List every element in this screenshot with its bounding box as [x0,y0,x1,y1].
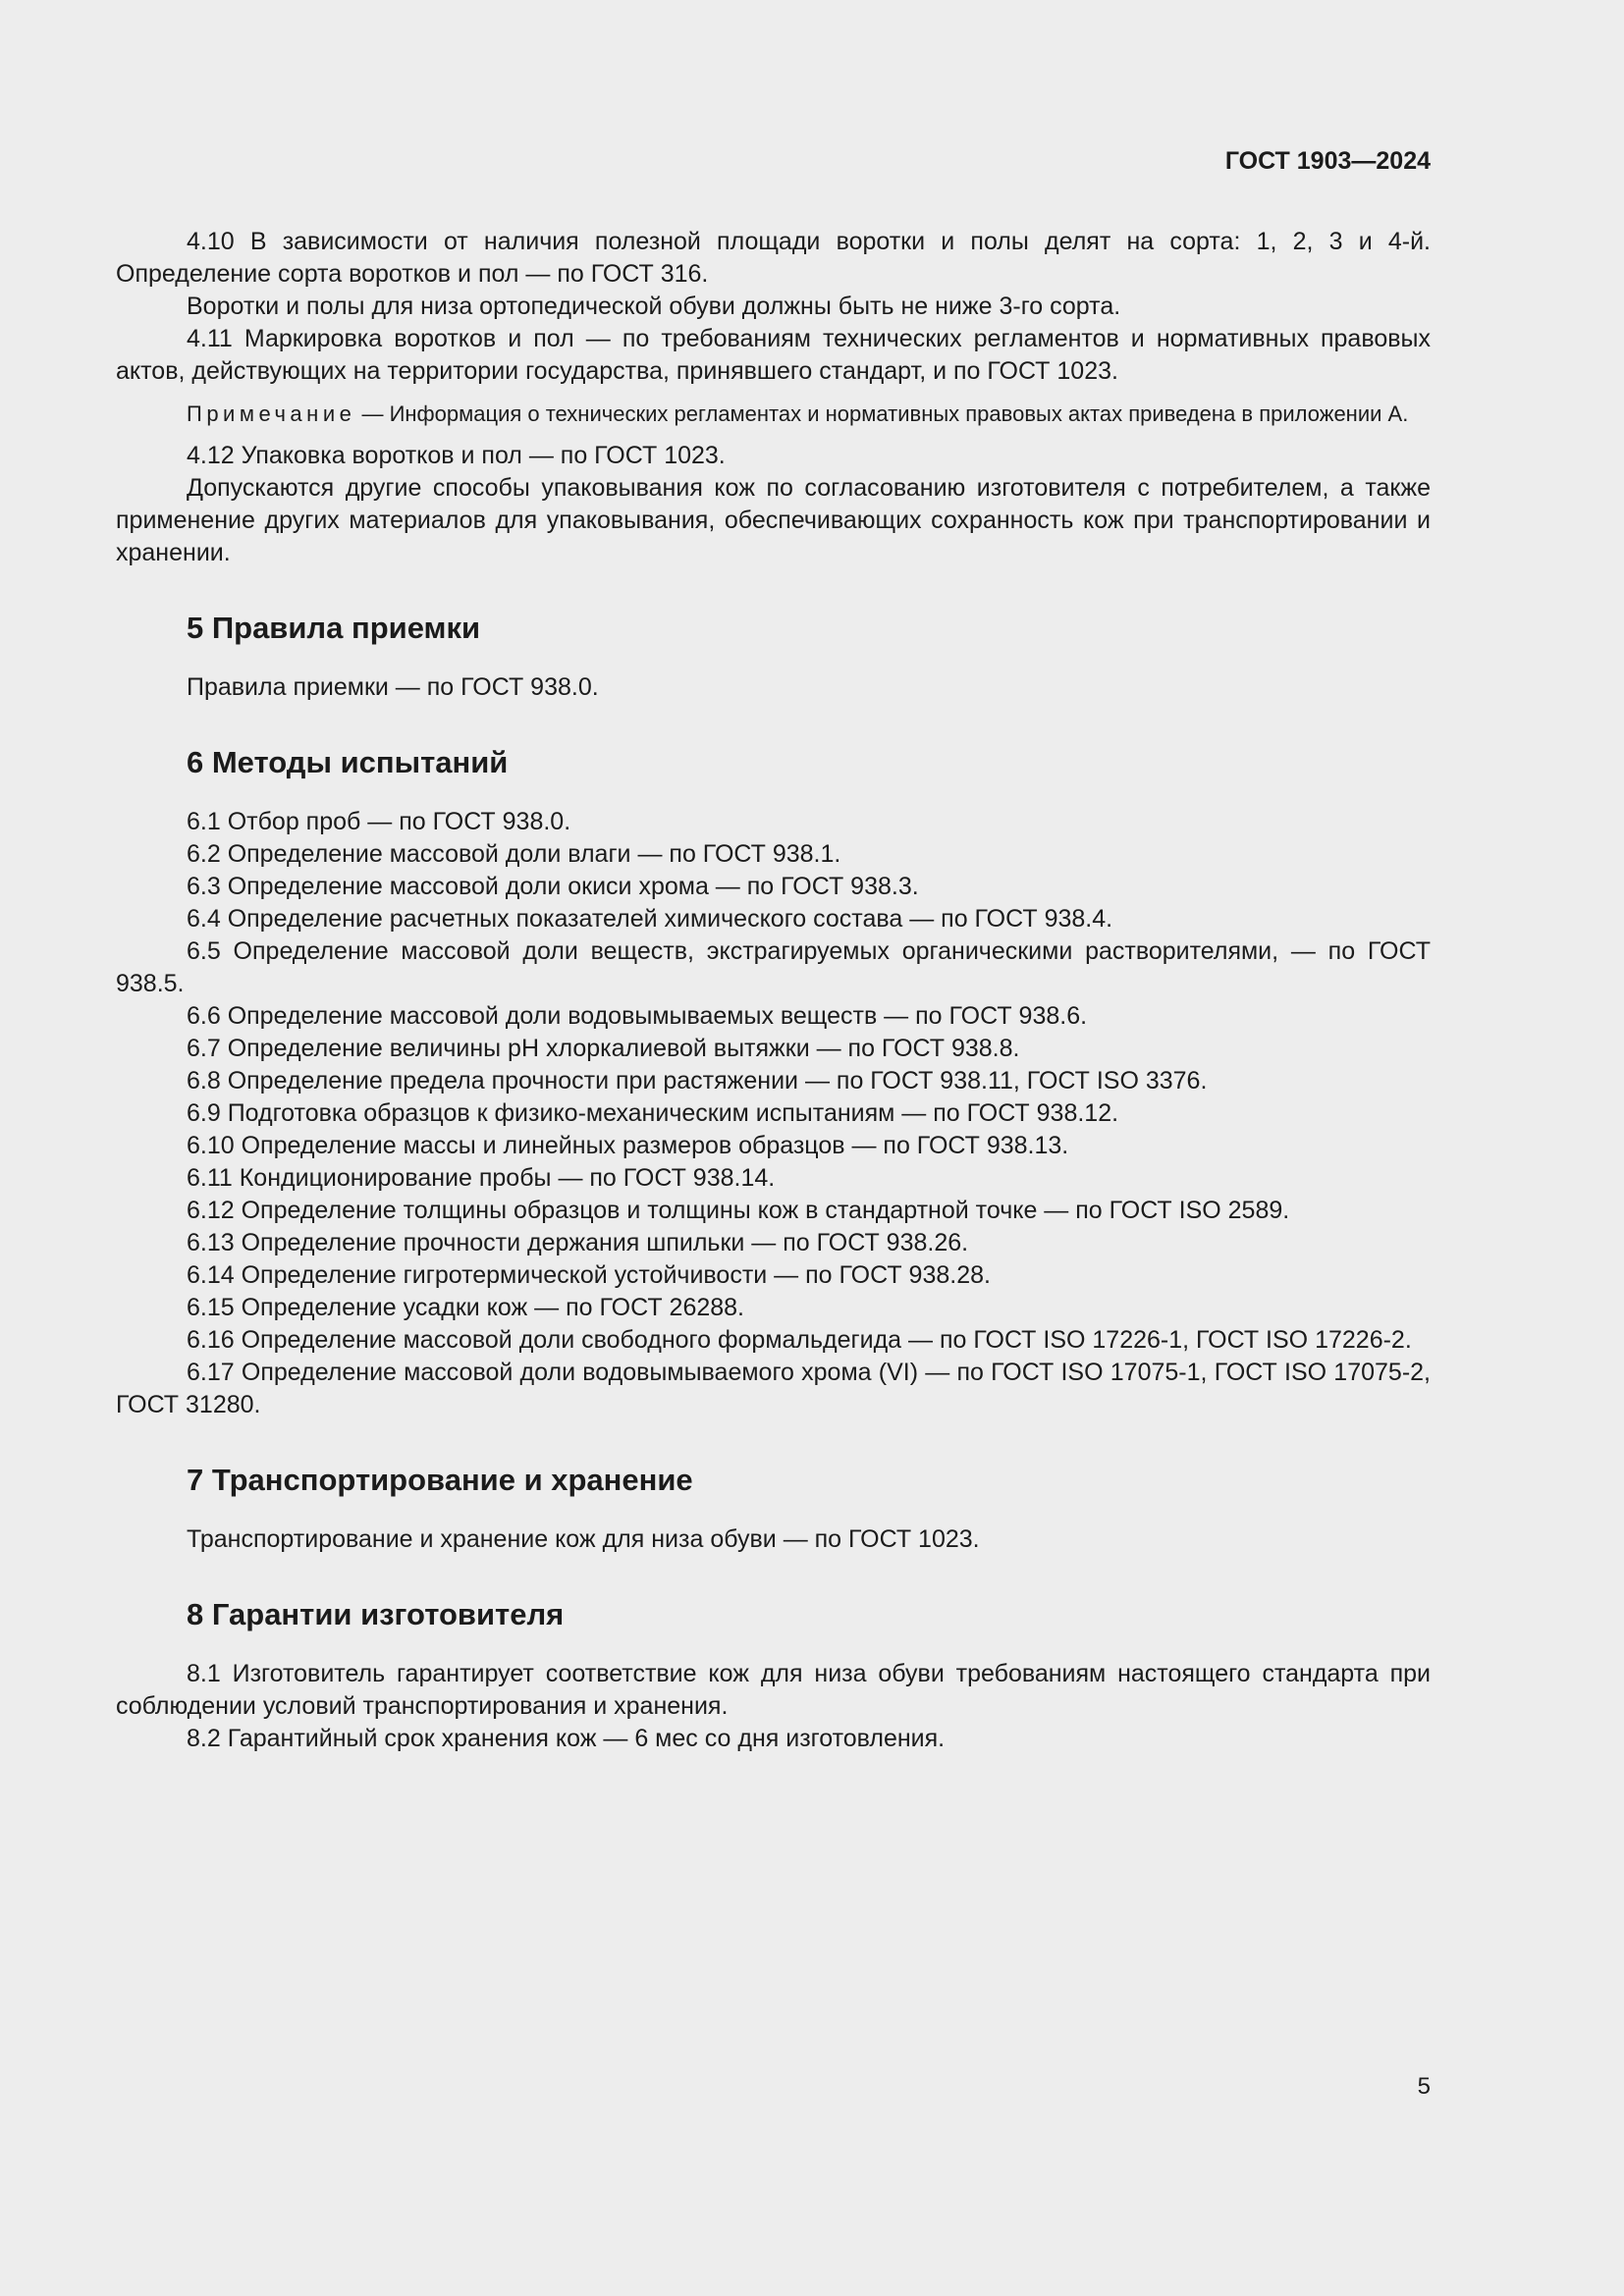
paragraph-6-9: 6.9 Подготовка образцов к физико-механическим испытаниям — по ГОСТ 938.12. [187,1099,1119,1127]
paragraph-6-4: 6.4 Определение расчетных показателей химического состава — по ГОСТ 938.4. [187,905,1113,933]
paragraph-8-2: 8.2 Гарантийный срок хранения кож — 6 мес со дня изготовления. [187,1725,946,1752]
paragraph-6-8: 6.8 Определение предела прочности при растяжении — по ГОСТ 938.11, ГОСТ ISO 3376. [187,1067,1208,1095]
section-7-title: 7 Транспортирование и хранение [187,1463,693,1497]
page-content [116,226,1431,1755]
paragraph-6-1: 6.1 Отбор проб — по ГОСТ 938.0. [187,808,571,835]
note-text: — Информация о технических регламентах и нормативных правовых актах приведена в приложении А. [355,401,1409,426]
paragraph-6-5: 6.5 Определение массовой доли веществ, экстрагируемых органическими растворителями, — по ГОСТ 938.5. [116,937,1431,997]
paragraph-4-10: 4.10 В зависимости от наличия полезной площади воротки и полы делят на сорта: 1, 2, 3 и 4-й. Определение сорта воротков и пол — по ГОСТ 316. [116,228,1431,288]
paragraph-transport: Транспортирование и хранение кож для низа обуви — по ГОСТ 1023. [187,1525,980,1553]
page-number: 5 [1417,2073,1431,2100]
paragraph-6-11: 6.11 Кондиционирование пробы — по ГОСТ 938.14. [187,1164,776,1192]
paragraph-6-7: 6.7 Определение величины pH хлоркалиевой вытяжки — по ГОСТ 938.8. [187,1035,1020,1062]
paragraph-6-12: 6.12 Определение толщины образцов и толщины кож в стандартной точке — по ГОСТ ISO 2589. [187,1197,1290,1224]
note-label: Примечание [187,401,356,426]
paragraph-6-2: 6.2 Определение массовой доли влаги — по ГОСТ 938.1. [187,840,841,868]
paragraph-6-13: 6.13 Определение прочности держания шпильки — по ГОСТ 938.26. [187,1229,969,1256]
paragraph-4-11: 4.11 Маркировка воротков и пол — по требованиям технических регламентов и нормативных правовых актов, действующих на территории государства, принявшего стандарт, и по ГОСТ 1023. [116,325,1431,385]
note [116,400,1431,428]
section-5-title: 5 Правила приемки [187,611,481,645]
document-id-header: ГОСТ 1903—2024 [1224,147,1431,175]
paragraph-8-1: 8.1 Изготовитель гарантирует соответствие кож для низа обуви требованиям настоящего стандарта при соблюдении условий транспортирования и хранения. [116,1660,1431,1720]
paragraph-6-14: 6.14 Определение гигротермической устойчивости — по ГОСТ 938.28. [187,1261,991,1289]
paragraph-packaging-options: Допускаются другие способы упаковывания кож по согласованию изготовителя с потребителем, а также применение других материалов для упаковывания, обеспечивающих сохранность кож при транспортировании и хранении. [116,474,1431,566]
paragraph-6-10: 6.10 Определение массы и линейных размеров образцов — по ГОСТ 938.13. [187,1132,1069,1159]
paragraph-6-17: 6.17 Определение массовой доли водовымываемого хрома (VI) — по ГОСТ ISO 17075-1, ГОСТ ISO 17075-2, ГОСТ 31280. [116,1359,1431,1418]
paragraph-6-15: 6.15 Определение усадки кож — по ГОСТ 26288. [187,1294,745,1321]
paragraph-6-3: 6.3 Определение массовой доли окиси хрома — по ГОСТ 938.3. [187,873,919,900]
paragraph-4-12: 4.12 Упаковка воротков и пол — по ГОСТ 1023. [187,442,726,469]
section-8-title: 8 Гарантии изготовителя [187,1597,565,1631]
paragraph-orthopedic-grade: Воротки и полы для низа ортопедической обуви должны быть не ниже 3-го сорта. [187,293,1121,320]
paragraph-acceptance: Правила приемки — по ГОСТ 938.0. [187,673,599,701]
paragraph-6-16: 6.16 Определение массовой доли свободного формальдегида — по ГОСТ ISO 17226-1, ГОСТ ISO 17226-2. [187,1326,1412,1354]
paragraph-6-6: 6.6 Определение массовой доли водовымываемых веществ — по ГОСТ 938.6. [187,1002,1088,1030]
section-6-title: 6 Методы испытаний [187,745,509,779]
